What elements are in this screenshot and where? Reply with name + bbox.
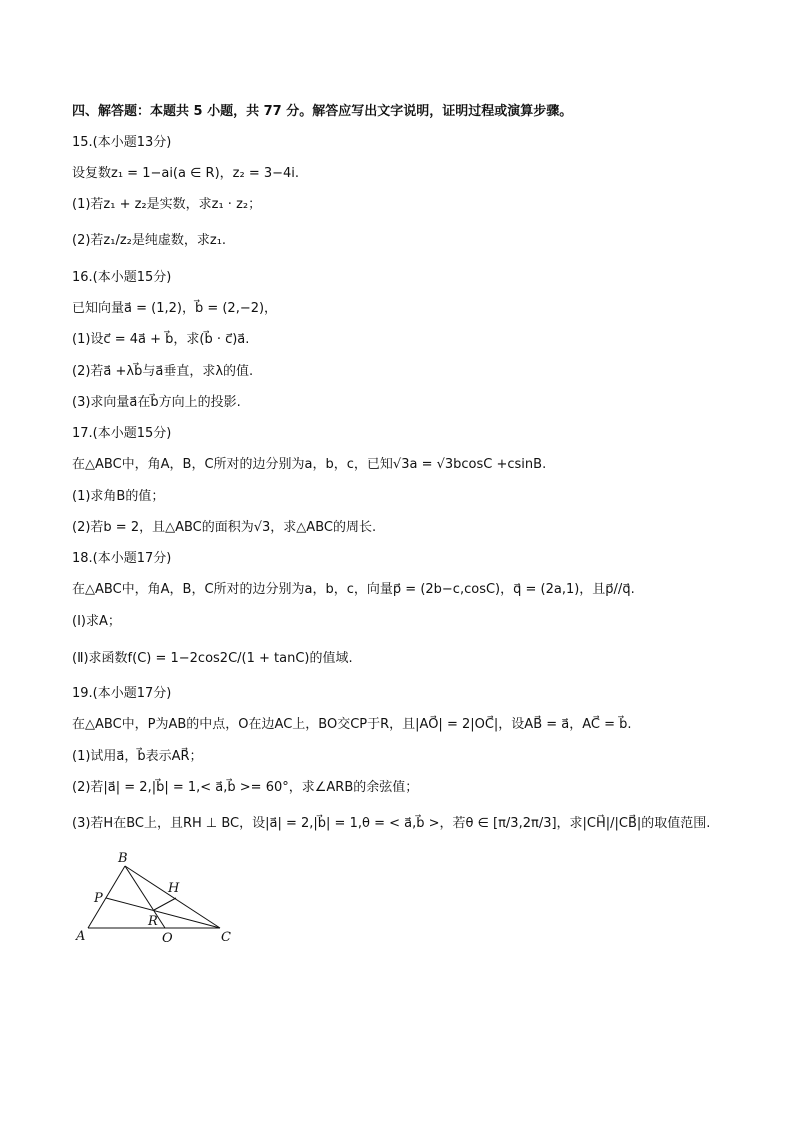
problem-19-part-1: (1)试用a⃗，b⃗表示AR⃗；	[72, 749, 203, 764]
problem-17-stem: 在△ABC中，角A，B，C所对的边分别为a，b，c，已知√3a = √3bcosC +csinB.	[72, 457, 547, 472]
problem-16-stem: 已知向量a⃗ = (1,2)，b⃗ = (2,−2)，	[72, 301, 278, 316]
label-o: O	[162, 931, 173, 946]
problem-17-part-1: (1)求角B的值；	[72, 489, 165, 504]
problem-15-part-1: (1)若z₁ + z₂是实数，求z₁ · z₂；	[72, 197, 262, 212]
problem-17-number: 17.(本小题15分)	[72, 426, 172, 441]
problem-16-part-3: (3)求向量a⃗在b⃗方向上的投影.	[72, 395, 241, 410]
problem-19-part-2: (2)若|a⃗| = 2,|b⃗| = 1,< a⃗,b⃗ >= 60°，求∠ARB的余弦值；	[72, 780, 419, 795]
problem-18-number: 18.(本小题17分)	[72, 551, 172, 566]
problem-16-number: 16.(本小题15分)	[72, 270, 172, 285]
problem-16-part-1: (1)设c⃗ = 4a⃗ + b⃗，求(b⃗ · c⃗)a⃗.	[72, 332, 250, 347]
problem-19-number: 19.(本小题17分)	[72, 686, 172, 701]
problem-17-part-2: (2)若b = 2，且△ABC的面积为√3，求△ABC的周长.	[72, 520, 377, 535]
problem-18-stem: 在△ABC中，角A，B，C所对的边分别为a，b，c，向量p⃗ = (2b−c,cosC)，q⃗ = (2a,1)，且p⃗//q⃗.	[72, 582, 635, 597]
problem-18-part-2: (Ⅱ)求函数f(C) = 1−2cos2C/(1 + tanC)的值域.	[72, 651, 353, 666]
triangle-figure	[70, 848, 250, 948]
label-r: R	[148, 914, 158, 929]
problem-15-part-2: (2)若z₁/z₂是纯虚数，求z₁.	[72, 233, 227, 248]
problem-16-part-2: (2)若a⃗ +λb⃗与a⃗垂直，求λ的值.	[72, 364, 254, 379]
problem-15-number: 15.(本小题13分)	[72, 135, 172, 150]
problem-18-part-1: (Ⅰ)求A；	[72, 614, 121, 629]
section-header: 四、解答题：本题共 5 小题，共 77 分。解答应写出文字说明，证明过程或演算步骤。	[72, 104, 573, 119]
label-c: C	[221, 930, 231, 945]
label-p: P	[94, 891, 103, 906]
segment-rh	[154, 898, 176, 910]
segment-pc	[106, 898, 220, 928]
segment-bo	[125, 866, 165, 928]
segment-bc	[125, 866, 220, 928]
label-h: H	[168, 881, 180, 896]
problem-15-stem: 设复数z₁ = 1−ai(a ∈ R)，z₂ = 3−4i.	[72, 166, 300, 181]
label-a: A	[76, 929, 86, 944]
label-b: B	[118, 851, 128, 866]
problem-19-part-3: (3)若H在BC上，且RH ⊥ BC，设|a⃗| = 2,|b⃗| = 1,θ = < a⃗,b⃗ >，若θ ∈ [π/3,2π/3]，求|CH⃗|/|CB⃗|的取值范围.	[72, 816, 711, 831]
problem-19-stem: 在△ABC中，P为AB的中点，O在边AC上，BO交CP于R，且|AO⃗| = 2|OC⃗|，设AB⃗ = a⃗，AC⃗ = b⃗.	[72, 717, 632, 732]
